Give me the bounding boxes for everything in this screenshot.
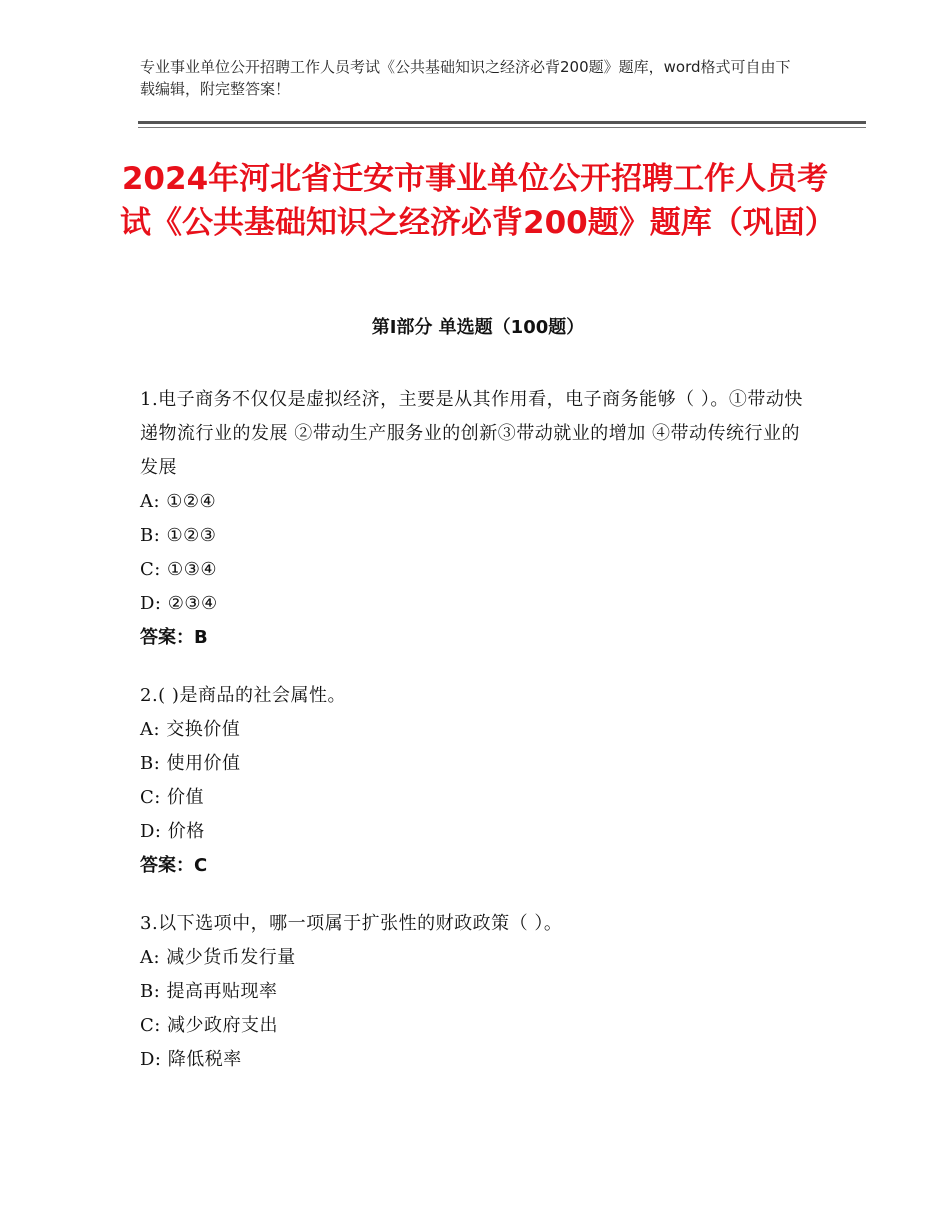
header-note: 专业事业单位公开招聘工作人员考试《公共基础知识之经济必背200题》题库，word格式可自由下载编辑，附完整答案！	[140, 58, 791, 98]
option-a: A: 交换价值	[140, 719, 241, 740]
option-c: C: 价值	[140, 787, 205, 808]
option-c: C: 减少政府支出	[140, 1015, 279, 1036]
option-c: C: ①③④	[140, 559, 217, 580]
document-title: 2024年河北省迁安市事业单位公开招聘工作人员考试《公共基础知识之经济必背200题》题库（巩固）	[120, 161, 836, 241]
option-d: D: 降低税率	[140, 1049, 242, 1070]
option-a: A: ①②④	[140, 491, 217, 512]
option-d: D: ②③④	[140, 593, 218, 614]
option-b: B: 使用价值	[140, 753, 241, 774]
option-b: B: ①②③	[140, 525, 217, 546]
header-rule-thick	[138, 121, 866, 124]
question-2	[140, 679, 805, 883]
section-title: 第I部分 单选题（100题）	[371, 317, 585, 338]
question-1	[140, 383, 805, 655]
option-a: A: 减少货币发行量	[140, 947, 296, 968]
option-d: D: 价格	[140, 821, 205, 842]
answer: 答案：C	[140, 855, 208, 876]
question-list	[140, 383, 805, 1101]
header-rule-thin	[138, 127, 866, 128]
option-b: B: 提高再贴现率	[140, 981, 278, 1002]
question-3	[140, 907, 805, 1077]
question-text: 1.电子商务不仅仅是虚拟经济，主要是从其作用看，电子商务能够（ ）。①带动快递物流行业的发展 ②带动生产服务业的创新③带动就业的增加 ④带动传统行业的发展	[140, 389, 803, 478]
answer: 答案：B	[140, 627, 208, 648]
question-text: 3.以下选项中，哪一项属于扩张性的财政政策（ ）。	[140, 913, 563, 934]
question-text: 2.( )是商品的社会属性。	[140, 685, 346, 706]
